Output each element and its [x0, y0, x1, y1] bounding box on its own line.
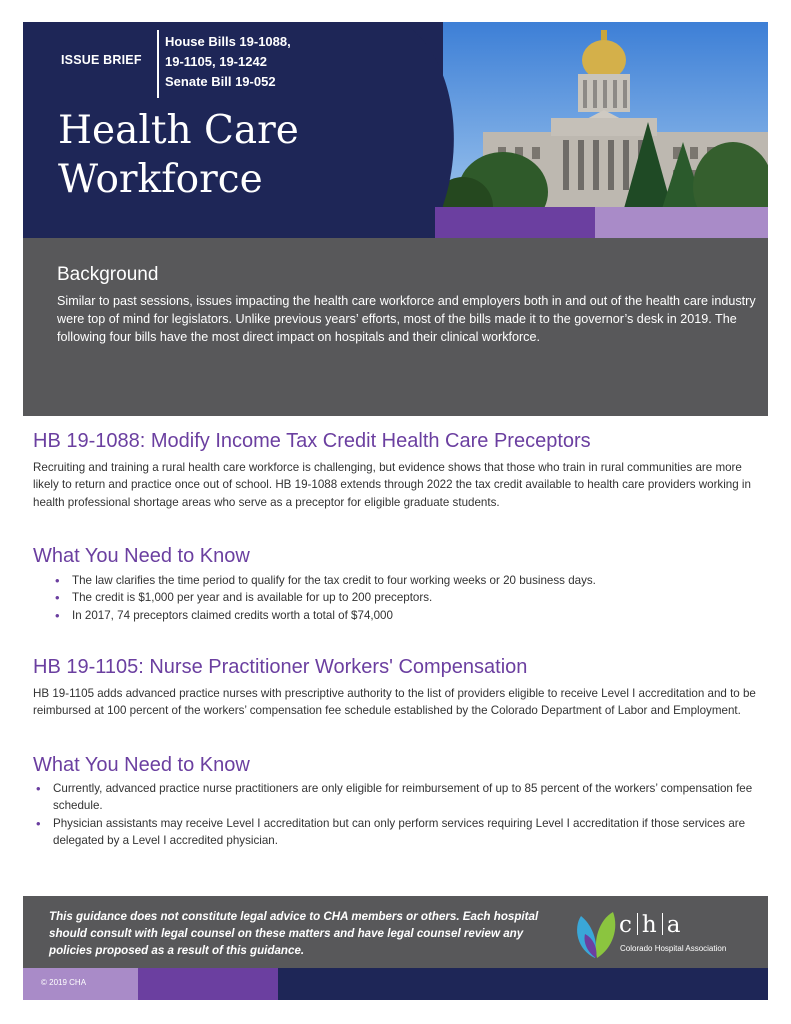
- list-item: • Currently, advanced practice nurse practitioners are only eligible for reimbursement of up to 85 percent of the workers’ compensation fee schedule.: [33, 780, 758, 815]
- section-heading-hb-1088: HB 19-1088: Modify Income Tax Credit Health Care Preceptors: [33, 430, 591, 452]
- background-heading: Background: [57, 264, 159, 285]
- leaf-icon: [573, 906, 619, 960]
- know-heading-hb-1088: What You Need to Know: [33, 545, 250, 567]
- list-item: • In 2017, 74 preceptors claimed credits worth a total of $74,000: [52, 607, 758, 624]
- issue-brief-label: ISSUE BRIEF: [61, 53, 142, 67]
- list-item: • The credit is $1,000 per year and is available for up to 200 preceptors.: [52, 589, 758, 606]
- header-divider: [157, 30, 159, 98]
- logo-letter: h: [641, 912, 658, 938]
- list-item: • Physician assistants may receive Level I accreditation but can only perform services requiring Level I accreditation if those services are delegated by a Level I accredited physician.: [33, 815, 758, 850]
- background-panel: [23, 238, 768, 416]
- section-text-hb-1105: HB 19-1105 adds advanced practice nurses with prescriptive authority to the list of providers eligible to receive Level I accreditation and to be reimbursed at 100 percent of the workers’ compensation fee schedule established by the Colorado Department of Labor and Employment.: [33, 687, 756, 718]
- list-item: • The law clarifies the time period to qualify for the tax credit to four working weeks or 20 business days.: [52, 572, 758, 589]
- bill-numbers: [165, 32, 291, 92]
- bottom-bar: [23, 968, 768, 1000]
- bill-line: 19-1105, 19-1242: [165, 54, 267, 69]
- logo-letter: a: [666, 912, 682, 938]
- section-heading-hb-1105: HB 19-1105: Nurse Practitioner Workers' Compensation: [33, 656, 528, 678]
- footer-panel: [23, 896, 768, 968]
- section-text-hb-1088: Recruiting and training a rural health care workforce is challenging, but evidence shows that those who train in rural communities are more likely to return and practice once out of school. HB 19-1088 extends through 2022 the tax credit available to health care providers working in health professional shortage areas who serve as a preceptor for eligible graduate students.: [33, 461, 751, 509]
- bill-line: House Bills 19-1088,: [165, 34, 291, 49]
- header-accent-purple: [435, 207, 595, 238]
- cha-logo: [573, 906, 763, 960]
- header-accent-lilac: [595, 207, 768, 238]
- copyright-text: © 2019 CHA: [41, 978, 87, 987]
- title-line: Workforce: [58, 157, 263, 202]
- bottom-accent-purple: [138, 968, 278, 1000]
- bill-line: Senate Bill 19-052: [165, 74, 276, 89]
- know-heading-hb-1105: What You Need to Know: [33, 754, 250, 776]
- page-title: [58, 106, 299, 204]
- title-line: Health Care: [58, 108, 299, 153]
- logo-wordmark: [619, 912, 681, 938]
- bullet-list-hb-1088: [52, 572, 758, 624]
- background-text: Similar to past sessions, issues impacting the health care workforce and employers both in and out of the health care industry were top of mind for legislators. Unlike previous years’ efforts, most of the bills made it to the governor’s desk in 2019. The following four bills have the most direct impact on hospitals and their clinical workforce.: [57, 294, 756, 344]
- bullet-list-hb-1105: [33, 780, 758, 849]
- legal-disclaimer: This guidance does not constitute legal advice to CHA members or others. Each hospital should consult with legal counsel on these matters and have legal counsel review any policies proposed as a result of this guidance.: [49, 910, 539, 957]
- header-banner: [23, 22, 768, 238]
- logo-letter: c: [619, 912, 633, 938]
- logo-subtitle: Colorado Hospital Association: [620, 944, 727, 953]
